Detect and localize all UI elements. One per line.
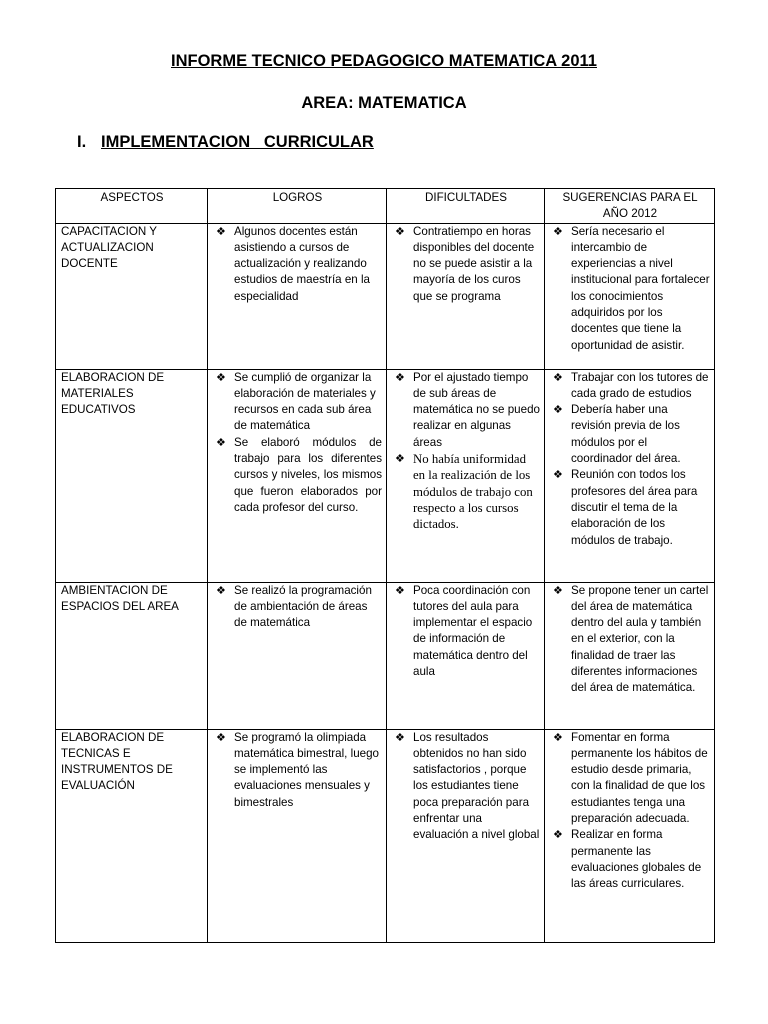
header-logros: LOGROS [208, 189, 387, 224]
list-item: ❖ Trabajar con los tutores de cada grado de estudios [553, 370, 709, 400]
list-item: ❖ Fomentar en forma permanente los hábitos de estudio desde primaria, con la finalidad de que los estudiantes tenga una preparación adecuada. [553, 730, 708, 826]
section-number: I. [77, 133, 87, 151]
area-title: AREA: MATEMATICA [301, 94, 467, 112]
table-header-row [56, 189, 715, 224]
sugerencias-cell [545, 582, 715, 729]
list-item: ❖ Se programó la olimpiada matemática bimestral, luego se implementó las evaluaciones mensuales y bimestrales [216, 730, 379, 809]
sugerencias-cell [545, 223, 715, 369]
table-row [56, 729, 715, 942]
list-item: ❖ Algunos docentes están asistiendo a cursos de actualización y realizando estudios de maestría en la especialidad [216, 224, 370, 303]
bullet-icon: ❖ [395, 584, 405, 597]
list-item: ❖ Se propone tener un cartel del área de matemática dentro del aula y también en el exterior, con la finalidad de traer las diferentes informaciones del área de matemática. [553, 583, 709, 695]
aspect-cell: AMBIENTACION DE ESPACIOS DEL AREA [56, 582, 208, 729]
document-title: INFORME TECNICO PEDAGOGICO MATEMATICA 2011 [171, 52, 597, 70]
dificultades-cell [387, 223, 545, 369]
bullet-icon: ❖ [553, 731, 563, 744]
dificultades-cell [387, 582, 545, 729]
bullet-icon: ❖ [553, 371, 563, 384]
bullet-icon: ❖ [216, 731, 226, 744]
bullet-icon: ❖ [395, 453, 405, 466]
section-heading [77, 133, 374, 152]
logros-cell [208, 582, 387, 729]
bullet-icon: ❖ [553, 225, 563, 238]
logros-cell [208, 729, 387, 942]
logros-cell [208, 369, 387, 582]
list-item: ❖ Poca coordinación con tutores del aula para implementar el espacio de información de matemática dentro del aula [395, 583, 533, 679]
section-title: IMPLEMENTACION CURRICULAR [101, 133, 374, 151]
bullet-icon: ❖ [395, 731, 405, 744]
list-item: ❖ Se elaboró módulos de trabajo para los diferentes cursos y niveles, los mismos que fueron elaborados por cada profesor del curso. [216, 435, 382, 514]
bullet-icon: ❖ [553, 584, 563, 597]
list-item: ❖ Reunión con todos los profesores del área para discutir el tema de la elaboración de los módulos de trabajo. [553, 468, 698, 547]
curricular-table [55, 188, 715, 943]
list-item: ❖ Se realizó la programación de ambientación de áreas de matemática [216, 583, 372, 630]
bullet-icon: ❖ [216, 371, 226, 384]
table-row [56, 369, 715, 582]
list-item: ❖ Sería necesario el intercambio de experiencias a nivel institucional para fortalecer los conocimientos adquiridos por los docentes que tiene la oportunidad de asistir. [553, 224, 710, 352]
bullet-icon: ❖ [216, 225, 226, 238]
bullet-icon: ❖ [395, 225, 405, 238]
bullet-icon: ❖ [216, 436, 226, 449]
bullet-icon: ❖ [553, 829, 563, 842]
logros-cell [208, 223, 387, 369]
list-item: ❖ Los resultados obtenidos no han sido satisfactorios , porque los estudiantes tiene poca preparación para enfrentar una evaluación a nivel global [395, 730, 540, 842]
table-row [56, 582, 715, 729]
list-item: ❖ Debería haber una revisión previa de los módulos por el coordinador del área. [553, 403, 681, 466]
sugerencias-cell [545, 369, 715, 582]
list-item: ❖ Contratiempo en horas disponibles del docente no se puede asistir a la mayoría de los curos que se programa [395, 224, 535, 303]
aspect-cell: CAPACITACION Y ACTUALIZACION DOCENTE [56, 223, 208, 369]
list-item: ❖ Se cumplió de organizar la elaboración de materiales y recursos en cada sub área de matemática [216, 370, 376, 433]
header-dificultades: DIFICULTADES [387, 189, 545, 224]
sugerencias-cell [545, 729, 715, 942]
bullet-icon: ❖ [216, 584, 226, 597]
bullet-icon: ❖ [395, 371, 405, 384]
aspect-cell: ELABORACION DE MATERIALES EDUCATIVOS [56, 369, 208, 582]
header-sugerencias: SUGERENCIAS PARA EL AÑO 2012 [545, 189, 715, 224]
table-row [56, 223, 715, 369]
aspect-cell: ELABORACION DE TECNICAS E INSTRUMENTOS DE EVALUACIÓN [56, 729, 208, 942]
list-item: ❖ Realizar en forma permanente las evaluaciones globales de las áreas curriculares. [553, 828, 702, 891]
list-item: ❖ No había uniformidad en la realización de los módulos de trabajo con respecto a los cursos dictados. [395, 452, 533, 532]
list-item: ❖ Por el ajustado tiempo de sub áreas de matemática no se puedo realizar en algunas áreas [395, 370, 540, 449]
header-aspectos: ASPECTOS [56, 189, 208, 224]
bullet-icon: ❖ [553, 469, 563, 482]
dificultades-cell [387, 729, 545, 942]
bullet-icon: ❖ [553, 404, 563, 417]
dificultades-cell [387, 369, 545, 582]
